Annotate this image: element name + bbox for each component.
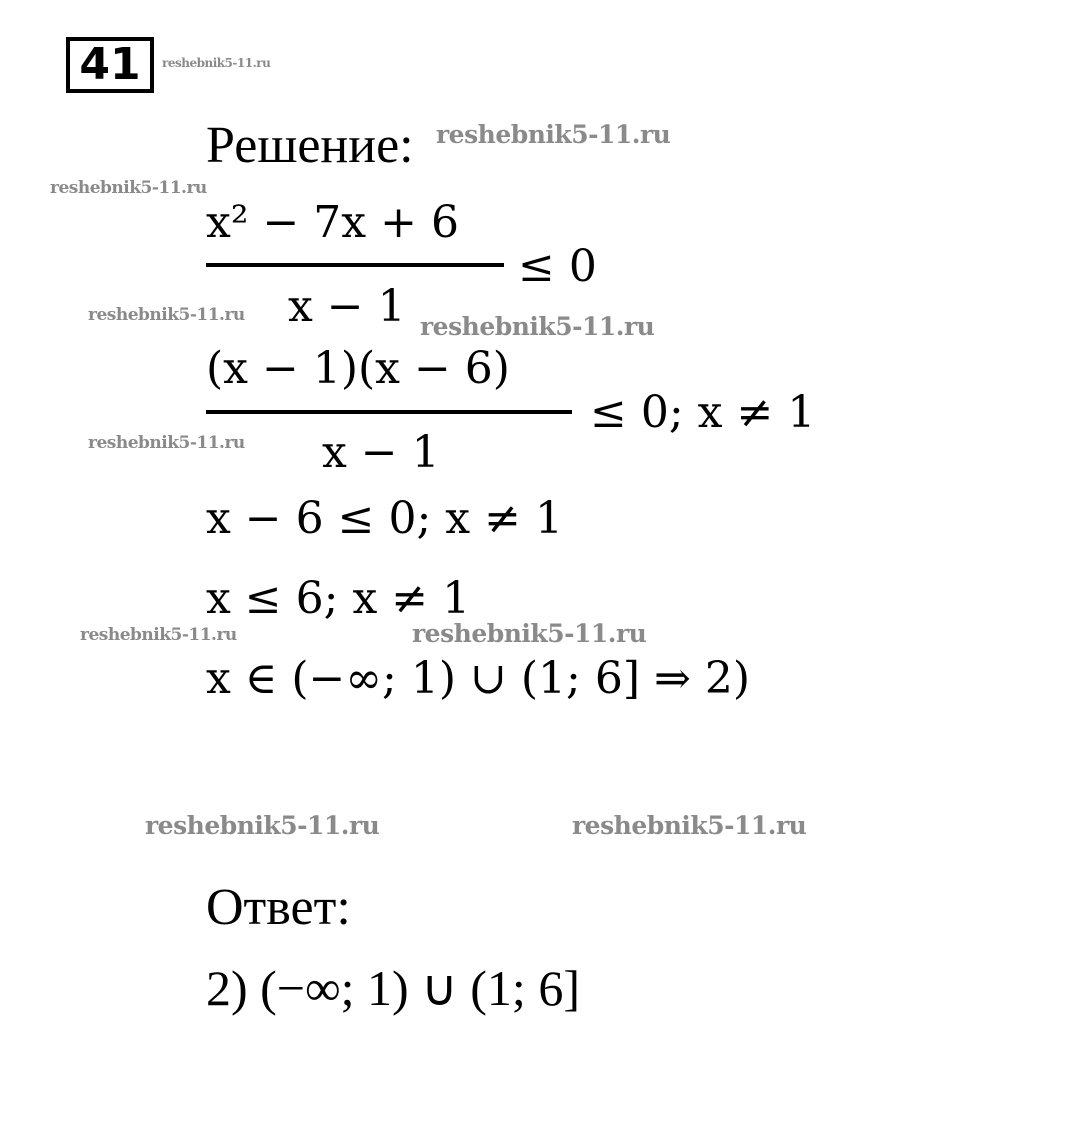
- watermark: reshebnik5-11.ru: [412, 619, 647, 648]
- problem-number-box: [66, 37, 154, 93]
- watermark: reshebnik5-11.ru: [420, 312, 655, 341]
- problem-number: 41: [79, 39, 141, 90]
- step1-fraction-bar: [206, 263, 504, 267]
- watermark: reshebnik5-11.ru: [80, 625, 237, 645]
- step1-numerator: x² − 7x + 6: [206, 197, 459, 248]
- watermark: reshebnik5-11.ru: [436, 120, 671, 149]
- step4-line: x ≤ 6; x ≠ 1: [206, 573, 471, 624]
- step2-numerator: (x − 1)(x − 6): [206, 343, 510, 394]
- answer-heading: Ответ:: [206, 879, 351, 936]
- watermark: reshebnik5-11.ru: [88, 305, 245, 325]
- step2-relation: ≤ 0; x ≠ 1: [590, 387, 816, 438]
- watermark: reshebnik5-11.ru: [50, 178, 207, 198]
- solution-heading: Решение:: [206, 117, 414, 174]
- watermark: reshebnik5-11.ru: [88, 433, 245, 453]
- step2-denominator: x − 1: [322, 427, 440, 478]
- step1-relation: ≤ 0: [518, 241, 597, 292]
- step5-line: x ∈ (−∞; 1) ∪ (1; 6] ⇒ 2): [206, 653, 750, 704]
- step1-denominator: x − 1: [288, 281, 406, 332]
- step3-line: x − 6 ≤ 0; x ≠ 1: [206, 493, 563, 544]
- watermark: reshebnik5-11.ru: [572, 811, 807, 840]
- watermark: reshebnik5-11.ru: [162, 56, 271, 70]
- watermark: reshebnik5-11.ru: [145, 811, 380, 840]
- step2-fraction-bar: [206, 410, 572, 414]
- answer-value: 2) (−∞; 1) ∪ (1; 6]: [206, 960, 580, 1016]
